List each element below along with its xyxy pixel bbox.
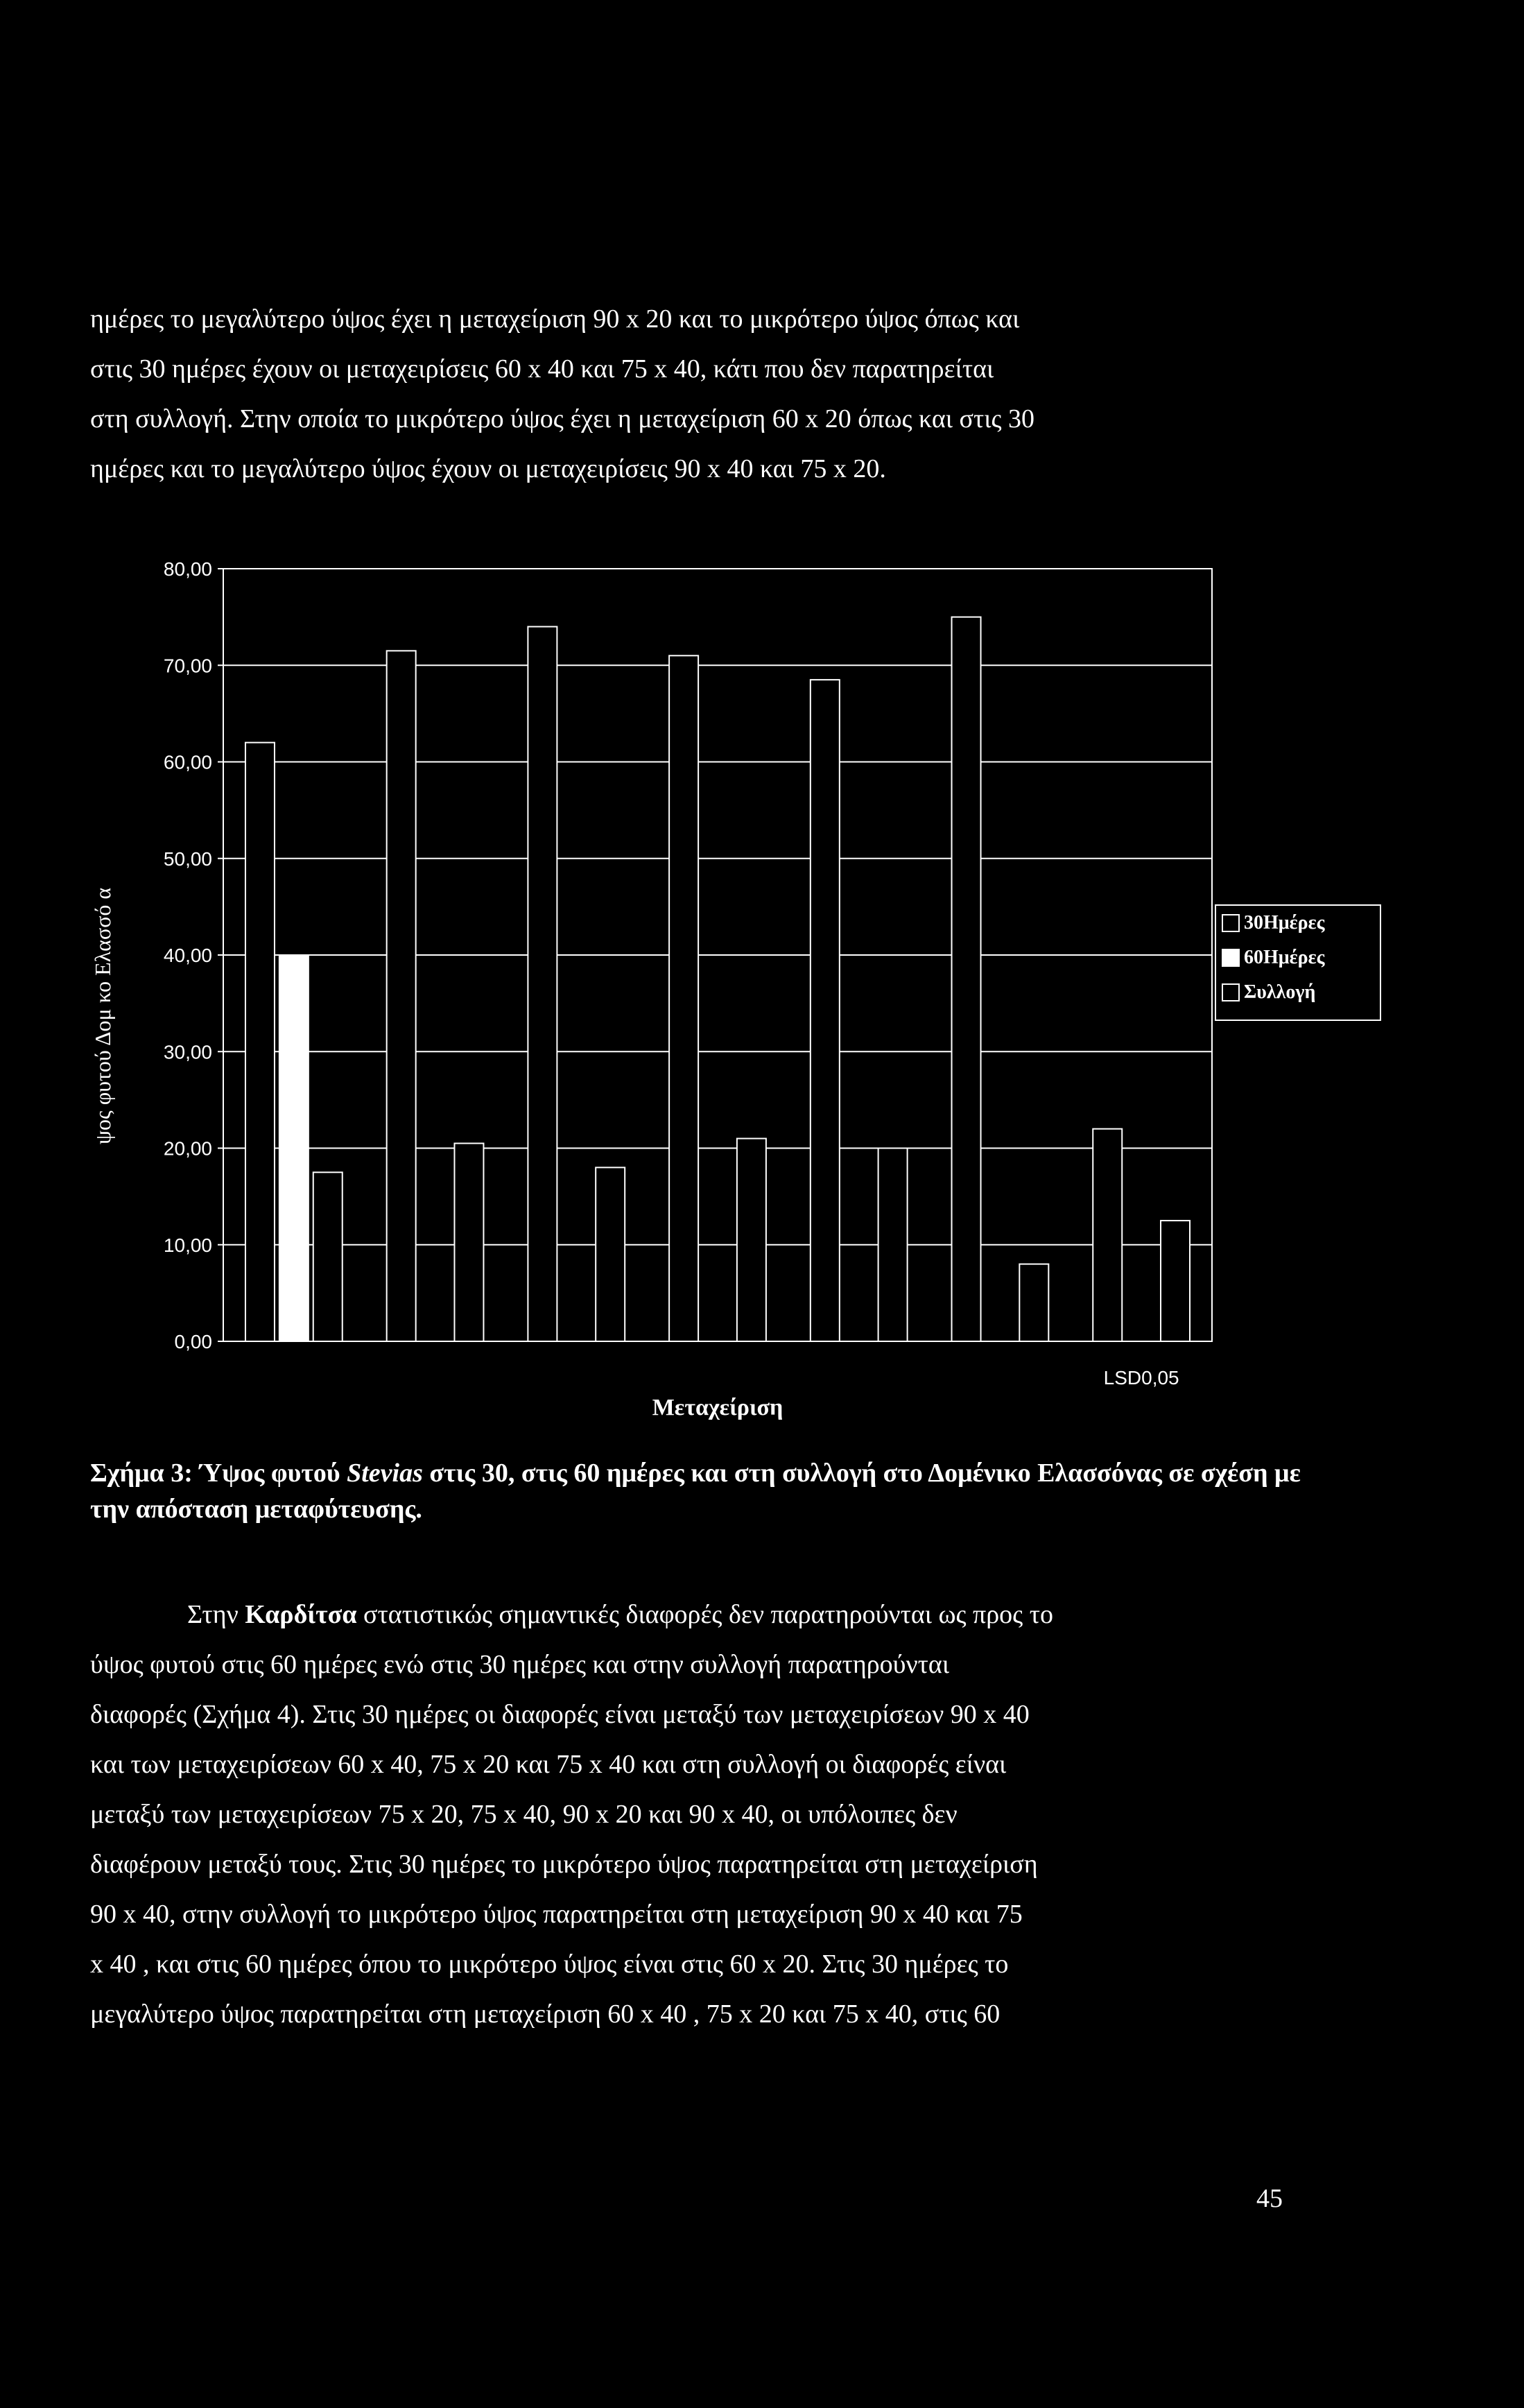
bar-30: [811, 680, 840, 1341]
bar-30: [952, 617, 981, 1341]
paragraph-line: στις 30 ημέρες έχουν οι μεταχειρίσεις 60 x 40 και 75 x 40, κάτι που δεν παρατηρείται: [90, 354, 994, 384]
bar-30: [528, 627, 557, 1341]
legend-label-60: 60Ημέρες: [1244, 947, 1325, 968]
paragraph-line: και των μεταχειρίσεων 60 x 40, 75 x 20 και 75 x 40 και στη συλλογή οι διαφορές είναι: [90, 1750, 1007, 1779]
bar-30: [669, 655, 698, 1341]
caption-text-after: στις 30, στις 60 ημέρες και στη συλλογή στο Δομένικο Ελασσόνας σε σχέση με την απόσταση μεταφύτευσης.: [90, 1459, 1301, 1524]
y-tick-label: 30,00: [163, 1041, 212, 1063]
paragraph-line: ημέρες το μεγαλύτερο ύψος έχει η μεταχείριση 90 x 20 και το μικρότερο ύψος όπως και: [90, 304, 1020, 334]
paragraph-line: x 40 , και στις 60 ημέρες όπου το μικρότερο ύψος είναι στις 60 x 20. Στις 30 ημέρες το: [90, 1950, 1009, 1979]
bar-collection: [737, 1139, 766, 1341]
bar-collection: [1161, 1221, 1190, 1341]
bar-collection: [313, 1172, 343, 1341]
y-tick-label: 60,00: [163, 751, 212, 773]
caption-italic: Stevias: [347, 1459, 423, 1488]
caption-text-before: Ύψος φυτού: [199, 1459, 347, 1488]
y-tick-label: 0,00: [174, 1331, 212, 1352]
legend-label-30: 30Ημέρες: [1244, 912, 1325, 934]
paragraph-line: διαφορές (Σχήμα 4). Στις 30 ημέρες οι διαφορές είναι μεταξύ των μεταχειρίσεων 90 x 40: [90, 1700, 1030, 1729]
paragraph-line: ημέρες και το μεγαλύτερο ύψος έχουν οι μεταχειρίσεις 90 x 40 και 75 x 20.: [90, 454, 886, 483]
y-tick-label: 40,00: [163, 945, 212, 966]
legend-item-30: [1216, 906, 1380, 940]
bar-30: [1093, 1129, 1122, 1341]
paragraph-line: μεγαλύτερο ύψος παρατηρείται στη μεταχείριση 60 x 40 , 75 x 20 και 75 x 40, στις 60: [90, 2000, 1001, 2029]
bar-collection: [878, 1149, 908, 1342]
y-axis-label: ψος φυτού Δομ κο Ελασσό α: [90, 887, 115, 1144]
page-number: 45: [1256, 2184, 1283, 2213]
text-run-bold: Καρδίτσα: [245, 1600, 357, 1629]
bar-30: [245, 743, 275, 1341]
bar-collection: [596, 1167, 625, 1341]
legend-label-collection: Συλλογή: [1244, 981, 1316, 1003]
figure-caption: [90, 1455, 1304, 1527]
bottom-paragraph: [90, 1590, 1288, 2039]
bar-collection: [454, 1144, 483, 1341]
legend-swatch-collection: [1222, 983, 1240, 1001]
legend-swatch-30: [1222, 914, 1240, 932]
legend-item-60: [1216, 940, 1380, 975]
chart-legend: [1215, 904, 1381, 1021]
legend-swatch-60: [1222, 949, 1240, 967]
paragraph-line: [90, 1590, 1288, 1640]
text-run: Στην: [187, 1600, 245, 1629]
paragraph-line: μεταξύ των μεταχειρίσεων 75 x 20, 75 x 40, 90 x 20 και 90 x 40, οι υπόλοιπες δεν: [90, 1800, 958, 1829]
bar-30: [387, 651, 416, 1341]
y-tick-label: 20,00: [163, 1137, 212, 1160]
y-tick-label: 50,00: [163, 848, 212, 870]
x-tick-label: LSD0,05: [1103, 1367, 1179, 1388]
x-axis-label: Μεταχείριση: [652, 1395, 783, 1420]
paragraph-line: διαφέρουν μεταξύ τους. Στις 30 ημέρες το μικρότερο ύψος παρατηρείται στη μεταχείριση: [90, 1850, 1038, 1879]
y-tick-label: 70,00: [163, 655, 212, 677]
caption-label: Σχήμα 3:: [90, 1459, 193, 1488]
paragraph-line: στη συλλογή. Στην οποία το μικρότερο ύψος έχει η μεταχείριση 60 x 20 όπως και στις 30: [90, 404, 1035, 433]
y-tick-label: 80,00: [163, 558, 212, 580]
paragraph-line: ύψος φυτού στις 60 ημέρες ενώ στις 30 ημέρες και στην συλλογή παρατηρούνται: [90, 1650, 950, 1679]
paragraph-line: 90 x 40, στην συλλογή το μικρότερο ύψος παρατηρείται στη μεταχείριση 90 x 40 και 75: [90, 1900, 1023, 1929]
text-run: στατιστικώς σημαντικές διαφορές δεν παρατηρούνται ως προς το: [356, 1600, 1054, 1629]
y-tick-label: 10,00: [163, 1234, 212, 1256]
bar-collection: [1019, 1264, 1048, 1341]
bar-60: [279, 955, 309, 1341]
legend-item-collection: [1216, 975, 1380, 1010]
